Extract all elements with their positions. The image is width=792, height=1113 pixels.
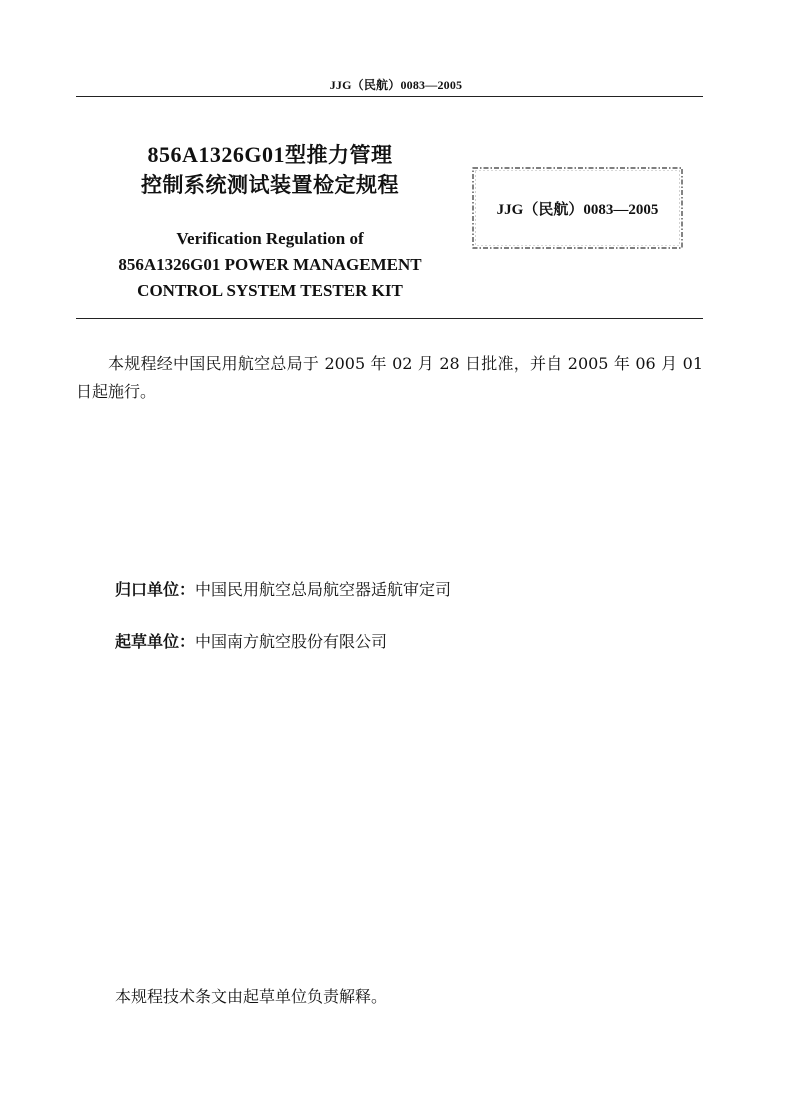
drafting-unit-value: 中国南方航空股份有限公司: [195, 632, 388, 651]
title-model-number: 856A1326G01: [147, 142, 285, 167]
regulation-code-box: [470, 165, 685, 251]
title-english: [76, 226, 464, 304]
responsible-unit-value: 中国民用航空总局航空器适航审定司: [195, 580, 452, 599]
title-rule: [76, 318, 703, 319]
title-english-line-1: Verification Regulation of: [176, 229, 364, 248]
header-rule: [76, 96, 703, 97]
interpretation-note: 本规程技术条文由起草单位负责解释。: [115, 987, 388, 1006]
title-english-line-3: CONTROL SYSTEM TESTER KIT: [137, 281, 403, 300]
responsible-unit-label: 归口单位：: [115, 580, 196, 599]
title-english-line-2: 856A1326G01 POWER MANAGEMENT: [118, 255, 422, 274]
title-chinese-line-1-rest: 型推力管理: [285, 143, 393, 167]
title-chinese-line-2: 控制系统测试装置检定规程: [141, 173, 399, 197]
approval-paragraph: 本规程经中国民用航空总局于 2005 年 02 月 28 日批准，并自 2005 年 06 月 01 日起施行。: [76, 354, 703, 401]
drafting-unit-label: 起草单位：: [115, 632, 196, 651]
title-chinese: [76, 140, 464, 200]
drafting-unit: [115, 631, 387, 653]
regulation-code: JJG（民航）0083—2005: [496, 202, 659, 218]
responsible-unit: [115, 579, 451, 601]
document-code-header: JJG（民航）0083—2005: [329, 78, 463, 92]
title-chinese-line-1: [76, 140, 464, 170]
title-block: [76, 140, 464, 304]
